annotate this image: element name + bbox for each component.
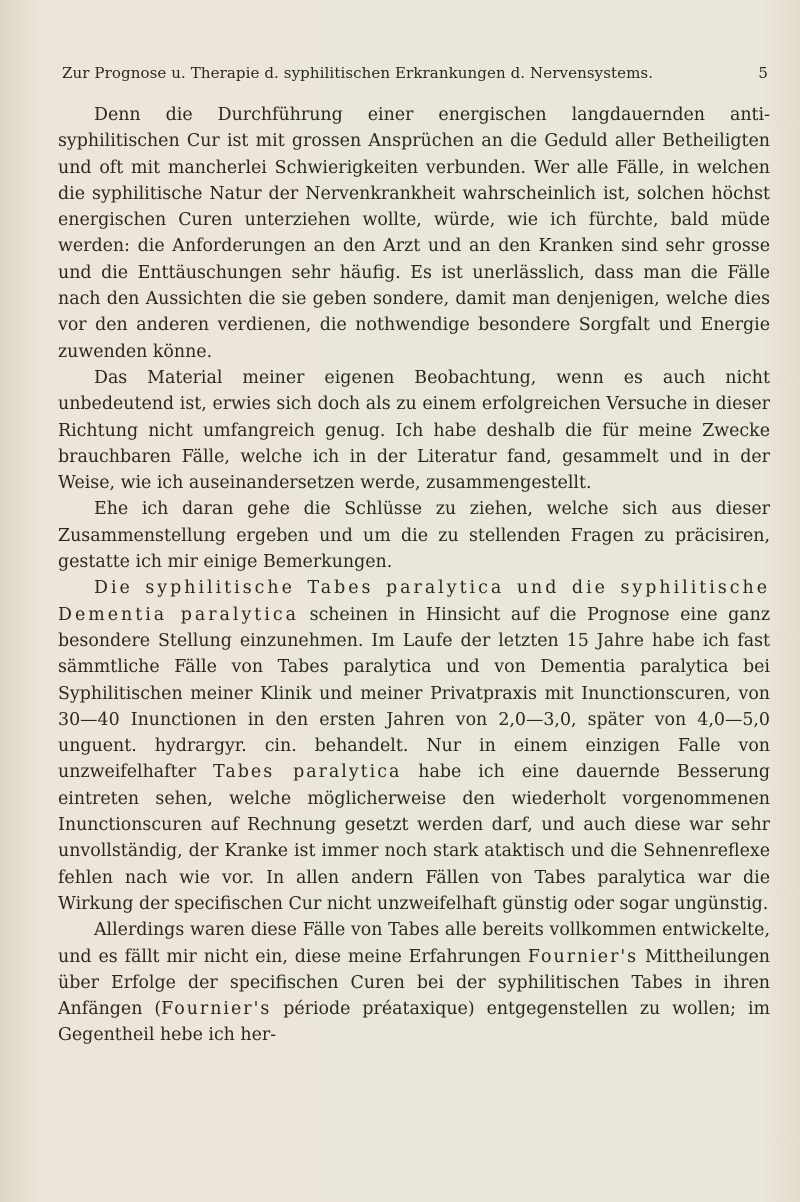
paragraph-4-text-2: habe ich eine dauernde Besserung eintreten sehen, welche möglicherweise den wiederholt vorgenommenen Inunctionscuren auf Rechnung gesetzt werden darf, und auch diese war sehr unvollständig, der Kranke ist immer noch stark ataktisch und die Sehnenreflexe fehlen nach wie vor. In allen andern Fällen von Tabes paralytica war die Wirkung der specifischen Cur nicht unzweifelhaft günstig oder sogar ungünstig. xyxy=(58,762,770,914)
paragraph-5-text: Allerdings waren diese Fälle von Tabes alle bereits vollkommen entwickelte, und es fällt mir nicht ein, diese meine Erfahrungen xyxy=(58,920,770,967)
page-number: 5 xyxy=(758,64,768,82)
paragraph-5 xyxy=(58,917,770,1048)
paragraph-2: Das Material meiner eigenen Beobachtung, wenn es auch nicht unbedeutend ist, erwies sich doch als zu einem erfolgreichen Versuche in dieser Richtung nicht umfangreich genug. Ich habe deshalb die für meine Zwecke brauchbaren Fälle, welche ich in der Literatur fand, gesammelt und in der Weise, wie ich auseinandersetzen werde, zusammengestellt. xyxy=(58,367,770,494)
paragraph-5-text-2: Mittheilungen über Erfolge der specifischen Curen bei der syphilitischen Tabes in ihren Anfängen ( xyxy=(58,946,770,1020)
body-text xyxy=(58,102,770,1049)
running-title: Zur Prognose u. Therapie d. syphilitischen Erkrankungen d. Nervensystems. xyxy=(62,64,654,82)
paragraph-3: Ehe ich daran gehe die Schlüsse zu ziehen, welche sich aus dieser Zusammenstellung ergeben und um die zu stellenden Fragen zu präcisiren, gestatte ich mir einige Bemerkungen. xyxy=(58,499,770,573)
paragraph-4 xyxy=(58,575,770,917)
spaced-emphasis-2: Tabes paralytica xyxy=(213,762,402,783)
paragraph-4-text: scheinen in Hinsicht auf die Prognose eine ganz besondere Stellung einzunehmen. Im Laufe der letzten 15 Jahre habe ich fast sämmtliche Fälle von Tabes paralytica und von Dementia paralytica bei Syphilitischen meiner Klinik und meiner Privatpraxis mit Inunctionscuren, von 30—40 Inunctionen in den ersten Jahren von 2,0—3,0, später von 4,0—5,0 unguent. hydrargyr. cin. behandelt. Nur in einem einzigen Falle von unzweifelhafter xyxy=(58,604,770,783)
spaced-emphasis: Die syphilitische Tabes paralytica und die syphilitische Dementia paralytica xyxy=(58,578,770,625)
paragraph-1: Denn die Durchführung einer energischen langdauernden anti-syphilitischen Cur ist mit grossen Ansprüchen an die Geduld aller Betheiligten und oft mit mancherlei Schwierigkeiten verbunden. Wer alle Fälle, in welchen die syphilitische Natur der Nervenkrankheit wahrscheinlich ist, solchen höchst energischen Curen unterziehen wollte, würde, wie ich fürchte, bald müde werden: die Anforderungen an den Arzt und an den Kranken sind sehr grosse und die Enttäuschungen sehr häufig. Es ist unerlässlich, dass man die Fälle nach den Aussichten die sie geben sondere, damit man denjenigen, welche dies vor den anderen verdienen, die nothwendige besondere Sorgfalt und Energie zuwenden könne. xyxy=(58,105,770,362)
paragraph-5-text-3: période préataxique) entgegenstellen zu wollen; im Gegentheil hebe ich her- xyxy=(58,999,770,1046)
running-header xyxy=(62,64,768,82)
author-name-fournier-2: Fournier's xyxy=(161,999,272,1020)
author-name-fournier: Fournier's xyxy=(527,946,639,967)
